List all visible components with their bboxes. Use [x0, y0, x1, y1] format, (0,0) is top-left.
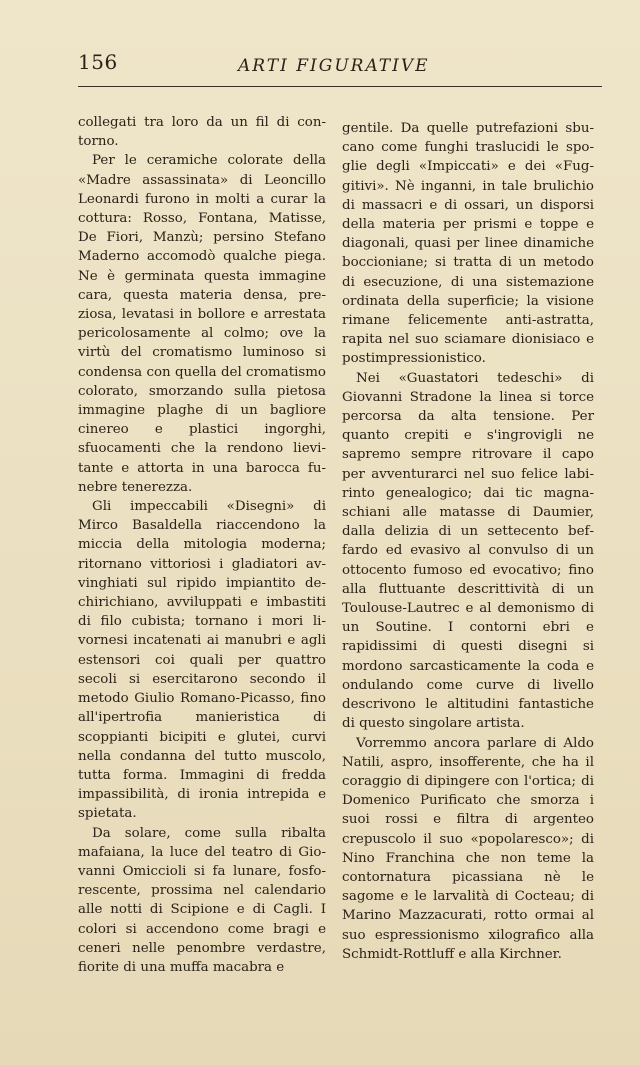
paragraph: Da solare, come sulla ribalta mafaiana, la luce del teatro di Giovanni Omiccioli si fa lunare, fosforescente, prossima nel calendario alle notti di Scipione e di Cagli. I colori si accendono come bragi e ceneri nelle penombre verdastre, fiorite di una muffa macabra e — [78, 825, 326, 975]
left-column — [78, 113, 326, 977]
paragraph: Nei «Guastatori tedeschi» di Giovanni Stradone la linea si torce percorsa da alta tensione. Per quanto crepiti e s'ingrovigli ne sapremo sempre ritrovare il capo per avventurarci nel suo felice labirinto genealogico; dai tic magnaschiani alle matasse di Daumier, dalla delizia di un settecento beffardo ed evasivo al convulso di un ottocento fumoso ed evocativo; fino alla fluttuante descrittività di un Toulouse-Lautrec e al demonismo di un Soutine. I contorni ebri e rapidissimi di questi disegni si mordono sarcasticamente la coda e ondulando come curve di livello descrivono le altitudini fantastiche di questo singolare artista. — [342, 370, 594, 732]
paragraph: Per le ceramiche colorate della «Madre assassinata» di Leoncillo Leonardi furono in molti a curar la cottura: Rosso, Fontana, Matisse, De Fiori, Manzù; persino Stefano Maderno accomodò qualche piega. Ne è germinata questa immagine cara, questa materia densa, preziosa, levatasi in bollore e arrestata pericolosamente al colmo; ove la virtù del cromatismo luminoso si condensa con quella del cromatismo colorato, smorzando sulla pietosa immagine plaghe di un bagliore cinereo e plastici ingorghi, sfuocamenti che la rendono lievitante e attorta in una barocca funebre tenerezza. — [78, 153, 326, 495]
paragraph: collegati tra loro da un fil di contorno. — [78, 115, 326, 150]
paragraph: Vorremmo ancora parlare di Aldo Natili, aspro, insofferente, che ha il coraggio di dipingere con l'ortica; di Domenico Purificato che smorza i suoi rossi e filtra di argenteo crepuscolo il suo «popolaresco»; di Nino Franchina che non teme la contornatura picassiana nè le sagome e le larvalità di Cocteau; di Marino Mazzacurati, rotto ormai al suo espressionismo xilografico alla Schmidt-Rottluff e alla Kirchner. — [342, 735, 594, 962]
paragraph: gentile. Da quelle putrefazioni sbucano come funghi traslucidi le spoglie degli «Impiccati» e dei «Fuggitivi». Nè inganni, in tale brulichio di massacri e di ossari, un disporsi della materia per prismi e toppe e diagonali, quasi per linee dinamiche boccioniane; si tratta di un metodo di esecuzione, di una sistemazione ordinata della superficie; la visione rimane felicemente anti-astratta, rapita nel suo sciamare dionisiaco e postimpressionistico. — [342, 121, 594, 367]
header-rule — [78, 86, 602, 87]
right-column — [342, 119, 594, 964]
paragraph: Gli impeccabili «Disegni» di Mirco Basaldella riaccendono la miccia della mitologia moderna; ritornano vittoriosi i gladiatori avvinghiati sul ripido impiantito dechirichiano, avviluppati e imbastiti di filo cubista; tornano i mori livornesi incatenati ai manubri e agli estensori coi quali per quattro secoli si esercitarono secondo il metodo Giulio Romano-Picasso, fino all'ipertrofia manieristica di scoppianti bicipiti e glutei, curvi nella condanna del tutto muscolo, tutta forma. Immagini di fredda impassibilità, di ironia intrepida e spietata. — [78, 499, 326, 822]
page-header — [78, 46, 602, 86]
page-number: 156 — [78, 50, 118, 74]
running-title: ARTI FIGURATIVE — [238, 56, 430, 76]
